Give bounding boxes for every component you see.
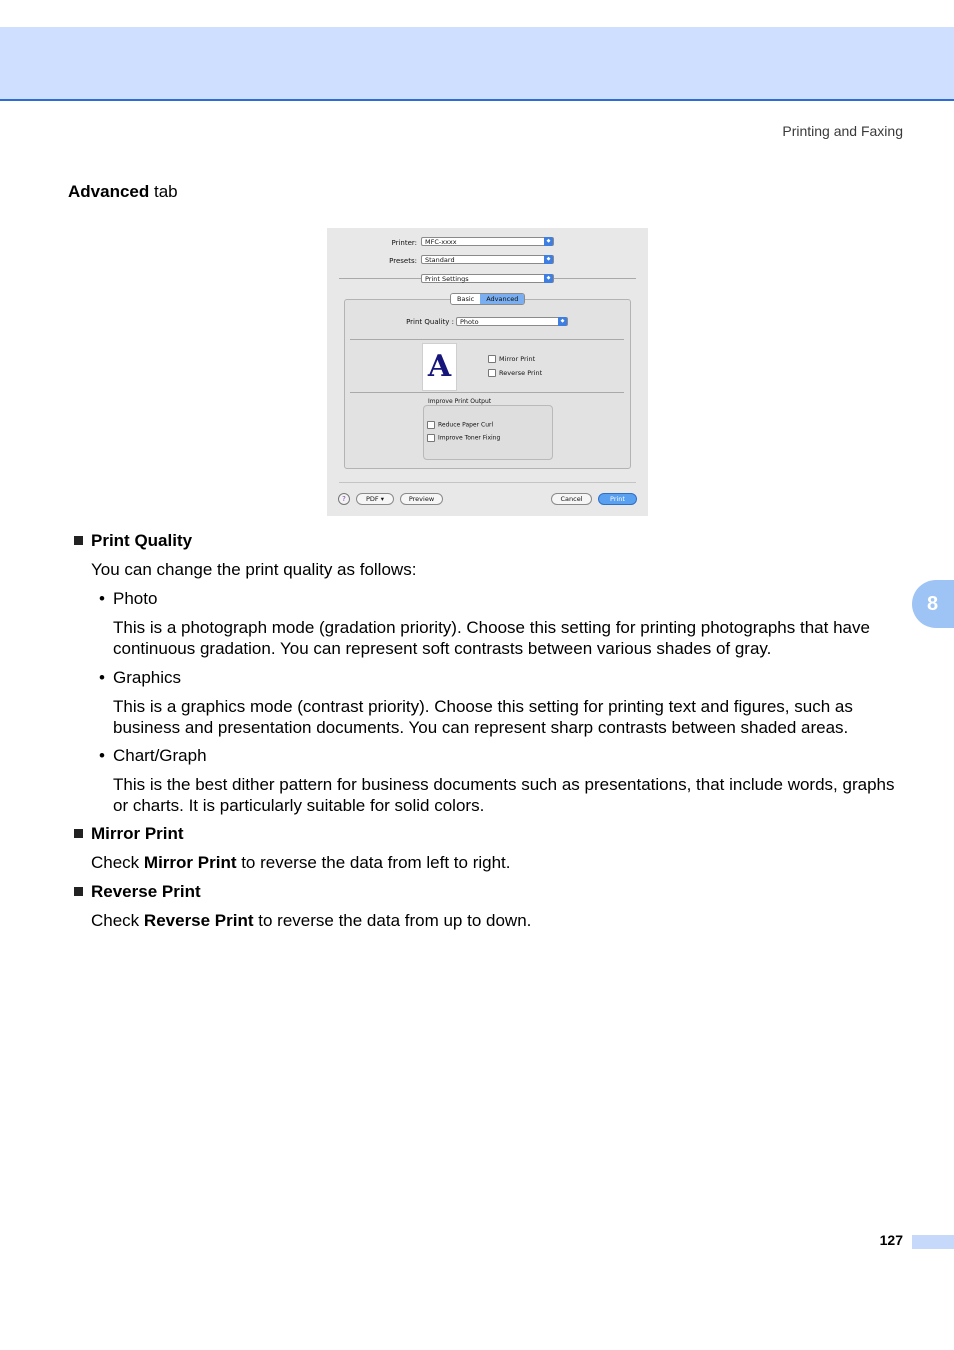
popup-arrows-icon: ◆ <box>544 255 553 264</box>
print-quality-label: Print Quality : <box>406 318 454 326</box>
printer-value: MFC-xxxx <box>425 238 457 246</box>
presets-label: Presets: <box>389 257 417 265</box>
settings-value: Print Settings <box>425 275 469 283</box>
reverse-print-heading: Reverse Print <box>91 882 201 901</box>
reverse-print-checkbox[interactable] <box>488 369 542 377</box>
cancel-button[interactable]: Cancel <box>551 493 592 505</box>
printer-label: Printer: <box>391 239 417 247</box>
reduce-curl-checkbox[interactable] <box>427 421 493 430</box>
page-number: 127 <box>879 1232 903 1248</box>
page-number-bar <box>912 1235 954 1249</box>
print-quality-value: Photo <box>460 318 479 326</box>
mirror-print-checkbox[interactable] <box>488 355 535 363</box>
option-desc-chart-graph: This is the best dither pattern for business documents such as presentations, that include words, graphs or charts. It is particularly suitable for solid colors. <box>113 775 895 815</box>
option-desc-photo: This is a photograph mode (gradation priority). Choose this setting for printing photographs that have continuous gradation. You can represent soft contrasts between various shades of gray. <box>113 618 870 658</box>
section-title <box>68 182 178 202</box>
bullet-dot: • <box>99 668 105 687</box>
popup-arrows-icon: ◆ <box>544 274 553 283</box>
bullet-dot: • <box>99 589 105 608</box>
reverse-text-pre: Check <box>91 911 144 930</box>
reverse-text-post: to reverse the data from up to down. <box>253 911 532 930</box>
bullet-square-icon <box>74 536 83 545</box>
preview-glyph: A <box>427 349 452 384</box>
mirror-text-pre: Check <box>91 853 144 872</box>
bullet-square-icon <box>74 829 83 838</box>
mirror-print-heading: Mirror Print <box>91 824 184 843</box>
toner-fix-label: Improve Toner Fixing <box>438 434 501 442</box>
popup-arrows-icon: ◆ <box>544 237 553 246</box>
settings-select[interactable] <box>421 274 554 283</box>
pdf-button[interactable]: PDF ▾ <box>356 493 394 505</box>
toner-fix-checkbox[interactable] <box>427 434 500 443</box>
divider <box>339 482 636 483</box>
improve-output-group <box>423 405 553 460</box>
option-name-graphics: Graphics <box>113 668 182 687</box>
presets-value: Standard <box>425 256 455 264</box>
mirror-print-text <box>91 852 511 873</box>
section-title-bold: Advanced <box>68 182 150 201</box>
print-quality-select[interactable] <box>456 317 568 326</box>
help-button[interactable]: ? <box>338 493 350 505</box>
preview-button[interactable]: Preview <box>400 493 443 505</box>
reverse-print-text <box>91 910 531 931</box>
bullet-dot: • <box>99 746 105 765</box>
checkbox-box <box>427 434 435 442</box>
option-desc-graphics: This is a graphics mode (contrast priority). Choose this setting for printing text and figures, such as business and presentation documents. You can represent sharp contrasts between shaded areas. <box>113 697 853 737</box>
tab-advanced[interactable]: Advanced <box>480 294 524 304</box>
tab-switcher <box>450 293 525 305</box>
printer-select[interactable] <box>421 237 554 246</box>
mirror-text-post: to reverse the data from left to right. <box>236 853 511 872</box>
checkbox-box <box>427 421 435 429</box>
mirror-text-bold: Mirror Print <box>143 853 237 872</box>
divider <box>350 339 624 340</box>
divider <box>350 392 624 393</box>
header-band <box>0 27 954 101</box>
mirror-print-label: Mirror Print <box>499 355 536 363</box>
presets-select[interactable] <box>421 255 554 264</box>
print-dialog-screenshot <box>327 228 648 516</box>
bullet-square-icon <box>74 887 83 896</box>
checkbox-box <box>488 355 496 363</box>
checkbox-box <box>488 369 496 377</box>
reverse-text-bold: Reverse Print <box>143 911 254 930</box>
print-button[interactable]: Print <box>598 493 637 505</box>
popup-arrows-icon: ◆ <box>558 317 567 326</box>
option-name-photo: Photo <box>113 589 158 608</box>
tab-basic[interactable]: Basic <box>451 294 480 304</box>
improve-output-title: Improve Print Output <box>428 398 492 405</box>
running-head: Printing and Faxing <box>782 123 903 139</box>
print-quality-heading: Print Quality <box>91 531 193 550</box>
option-name-chart-graph: Chart/Graph <box>113 746 207 765</box>
reverse-print-label: Reverse Print <box>499 369 543 377</box>
section-title-rest: tab <box>149 182 178 201</box>
print-preview-thumbnail <box>422 343 457 391</box>
chapter-tab: 8 <box>912 580 954 628</box>
print-quality-intro: You can change the print quality as follows: <box>91 560 417 579</box>
reduce-curl-label: Reduce Paper Curl <box>438 421 494 429</box>
